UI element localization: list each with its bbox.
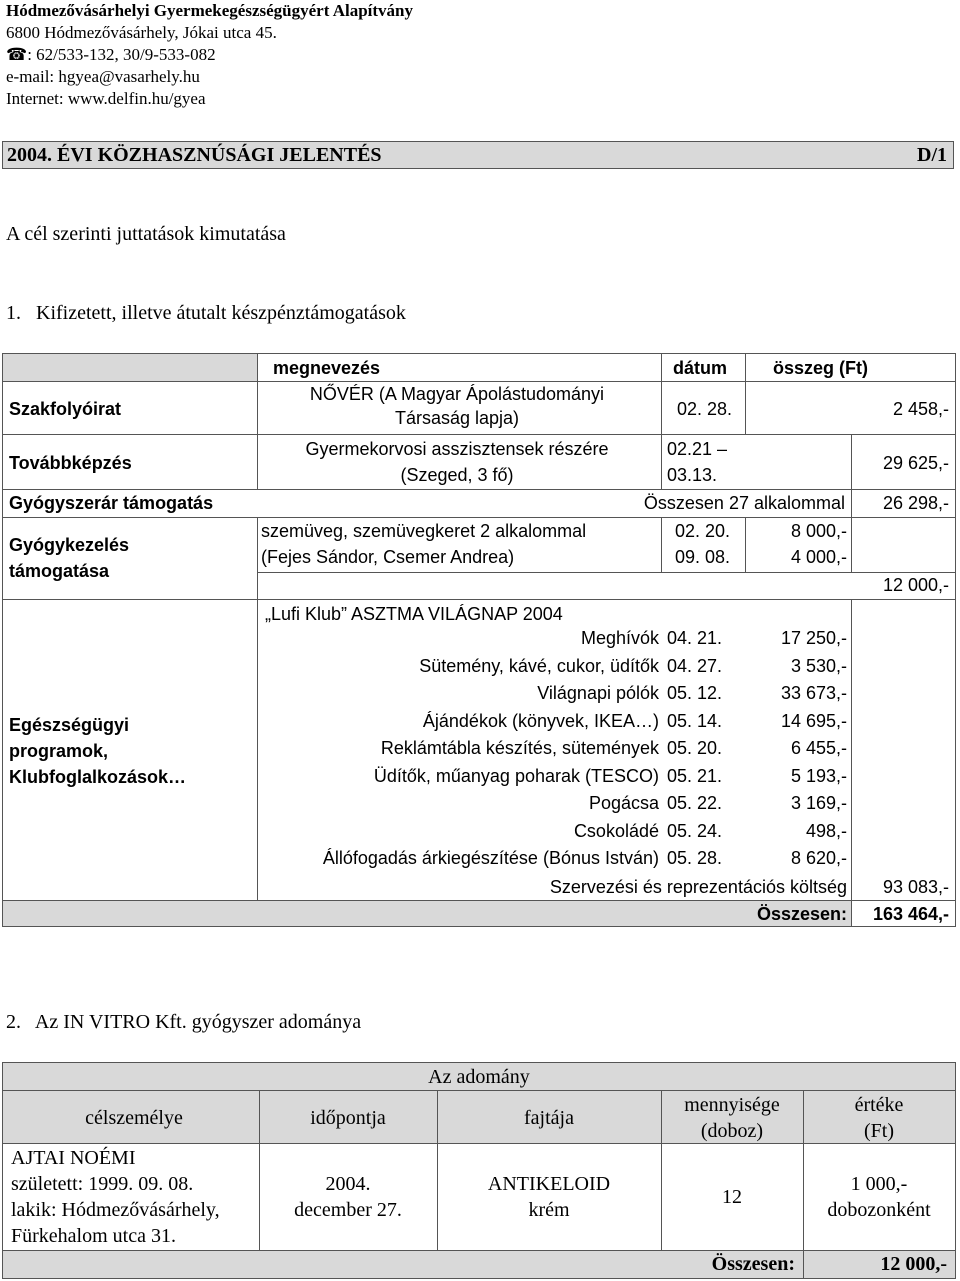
header-name: megnevezés [273, 358, 381, 378]
section-title: A cél szerinti juttatások kimutatása [6, 223, 286, 245]
subsection-1-title: 1. Kifizetett, illetve átutalt készpénztámogatások [6, 302, 406, 324]
phone-line: ☎: 62/533-132, 30/9-533-082 [6, 45, 216, 64]
header-qty-1: mennyisége [684, 1094, 780, 1116]
row-label-gyogykezeles-2: támogatása [9, 561, 110, 581]
gyogykez-date-2: 09. 08. [675, 547, 731, 567]
header-type: fajtája [524, 1107, 574, 1129]
gyogykez-sub-2: 4 000,- [790, 547, 847, 567]
total-label: Összesen: [756, 904, 847, 924]
row-label-szakfolyoirat: Szakfolyóirat [9, 399, 122, 419]
program-item-date: 05. 14. [667, 710, 723, 731]
program-item-amount: 8 620,- [790, 848, 847, 868]
subsection-2-title: 2. Az IN VITRO Kft. gyógyszer adománya [6, 1011, 362, 1033]
person-line-4: Fürkehalom utca 31. [11, 1225, 176, 1247]
header-value-1: értéke [854, 1094, 904, 1116]
header-person: célszemélye [85, 1107, 183, 1129]
program-item-date: 04. 21. [667, 628, 723, 648]
header-date: dátum [673, 358, 727, 378]
program-item-amount: 3 169,- [790, 793, 847, 813]
gyogykez-desc-1: szemüveg, szemüvegkeret 2 alkalommal [261, 521, 587, 541]
gyogykez-amount: 12 000,- [882, 575, 949, 595]
row-label-programok-1: Egészségügyi [9, 715, 130, 735]
program-item-date: 05. 22. [667, 793, 723, 813]
szak-amount: 2 458,- [892, 399, 949, 419]
szak-desc-2: Társaság lapja) [394, 408, 520, 428]
row-label-gyogyszerar: Gyógyszerár támogatás [9, 493, 214, 513]
gyogyszer-desc: Összesen 27 alkalommal [643, 493, 845, 513]
report-title-bar [2, 141, 954, 169]
time-line-1: 2004. [325, 1173, 371, 1195]
program-item-name: Meghívók [580, 628, 659, 648]
program-item-name: Állófogadás árkiegészítése (Bónus István) [322, 848, 659, 868]
gyogykez-desc-2: (Fejes Sándor, Csemer Andrea) [261, 547, 515, 567]
event-title: „Lufi Klub” ASZTMA VILÁGNAP 2004 [265, 604, 563, 624]
header-time: időpontja [310, 1107, 386, 1129]
email: e-mail: hgyea@vasarhely.hu [6, 67, 200, 86]
row-label-programok-2: programok, [9, 741, 109, 761]
program-item-name: Ájándékok (könyvek, IKEA…) [422, 710, 659, 731]
report-code: D/1 [917, 144, 947, 166]
telephone-icon: ☎ [6, 45, 28, 64]
program-item-date: 05. 20. [667, 738, 723, 758]
tovabb-date-1: 02.21 – [667, 439, 728, 459]
cash-support-table [2, 353, 956, 927]
program-item-date: 04. 27. [667, 655, 723, 676]
quantity: 12 [722, 1186, 742, 1208]
header-amount: összeg (Ft) [773, 358, 869, 378]
type-line-2: krém [528, 1199, 570, 1221]
gyogykez-sub-1: 8 000,- [790, 521, 847, 541]
tovabb-desc-2: (Szeged, 3 fő) [400, 465, 514, 485]
gyogyszer-amount: 26 298,- [882, 493, 949, 513]
donation-group-header: Az adomány [428, 1066, 530, 1088]
program-item-name: Csokoládé [573, 820, 659, 841]
program-item-amount: 33 673,- [780, 683, 847, 703]
program-item-amount: 5 193,- [790, 765, 847, 786]
person-line-2: született: 1999. 09. 08. [11, 1173, 194, 1195]
time-line-2: december 27. [294, 1199, 402, 1221]
gyogykez-date-1: 02. 20. [675, 521, 731, 541]
program-item-name: Világnapi pólók [537, 683, 659, 703]
header-value-2: (Ft) [864, 1120, 894, 1142]
row-label-gyogykezeles-1: Gyógykezelés [9, 535, 130, 555]
address: 6800 Hódmezővásárhely, Jókai utca 45. [6, 23, 277, 42]
cost-label: Szervezési és reprezentációs költség [549, 877, 847, 897]
program-item-name: Sütemény, kávé, cukor, üdítők [419, 655, 659, 676]
program-item-amount: 498,- [805, 820, 847, 841]
donation-table [2, 1062, 956, 1279]
type-line-1: ANTIKELOID [487, 1173, 611, 1195]
program-item-amount: 3 530,- [790, 655, 847, 676]
szak-date: 02. 28. [677, 399, 733, 419]
value-line-2: dobozonként [827, 1199, 931, 1221]
program-item-amount: 17 250,- [780, 628, 847, 648]
row-label-tovabbkepzes: Továbbképzés [9, 453, 132, 473]
program-item-date: 05. 12. [667, 683, 723, 703]
donation-total-amount: 12 000,- [880, 1253, 947, 1275]
szak-desc-1: NŐVÉR (A Magyar Ápolástudományi [309, 384, 605, 404]
program-item-date: 05. 21. [667, 765, 723, 786]
letterhead [6, 0, 413, 110]
tovabb-date-2: 03.13. [667, 465, 718, 485]
program-item-name: Pogácsa [588, 793, 659, 813]
person-line-3: lakik: Hódmezővásárhely, [11, 1199, 220, 1221]
organization-name: Hódmezővásárhelyi Gyermekegészségügyért Alapítvány [6, 1, 413, 20]
report-title: 2004. ÉVI KÖZHASZNÚSÁGI JELENTÉS [7, 144, 382, 166]
value-line-1: 1 000,- [850, 1173, 908, 1195]
program-item-amount: 14 695,- [780, 710, 847, 731]
row-label-programok-3: Klubfoglalkozások… [9, 767, 187, 787]
cost-amount: 93 083,- [882, 877, 949, 897]
program-item-name: Üdítők, műanyag poharak (TESCO) [373, 765, 659, 786]
program-item-amount: 6 455,- [790, 738, 847, 758]
program-item-name: Reklámtábla készítés, sütemények [380, 738, 659, 758]
program-item-date: 05. 24. [667, 820, 723, 841]
person-line-1: AJTAI NOÉMI [11, 1147, 136, 1169]
tovabb-amount: 29 625,- [882, 453, 949, 473]
tovabb-desc-1: Gyermekorvosi asszisztensek részére [305, 439, 609, 459]
header-qty-2: (doboz) [700, 1120, 764, 1142]
donation-total-label: Összesen: [711, 1253, 795, 1275]
internet: Internet: www.delfin.hu/gyea [6, 89, 206, 108]
program-item-date: 05. 28. [667, 848, 723, 868]
total-amount: 163 464,- [872, 904, 949, 924]
